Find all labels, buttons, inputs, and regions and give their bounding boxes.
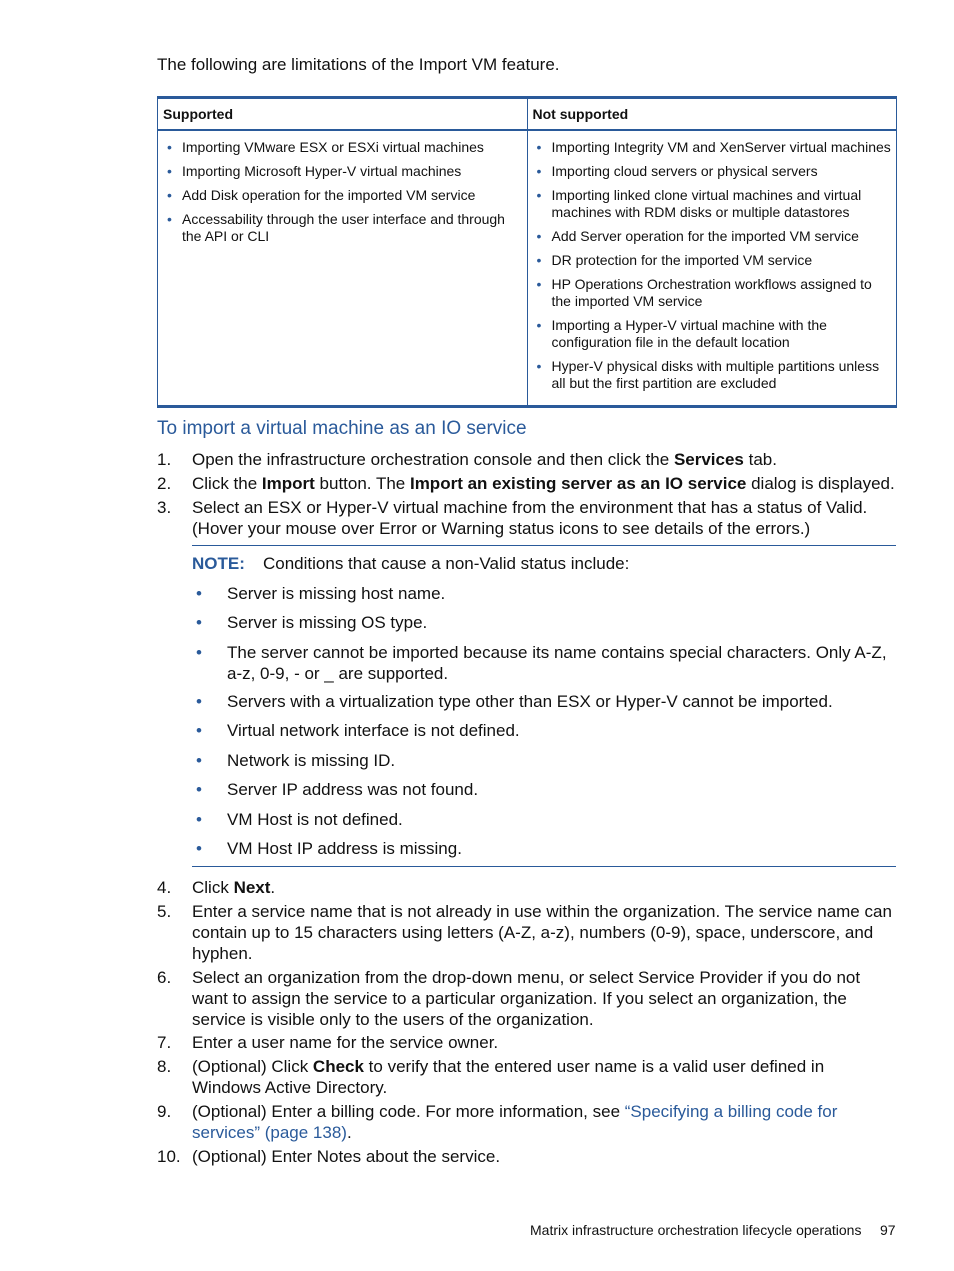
bullet-icon: • <box>196 751 202 770</box>
bullet-icon: • <box>536 358 542 374</box>
list-item: • HP Operations Orchestration workflows assigned to the imported VM service <box>536 276 872 309</box>
list-item: • Importing linked clone virtual machines and virtual machines with RDM disks or multiple datastores <box>536 187 862 220</box>
header-not-supported: Not supported <box>527 98 897 131</box>
list-item: • Add Server operation for the imported VM service <box>536 228 859 244</box>
list-item: • DR protection for the imported VM service <box>536 252 813 268</box>
header-supported: Supported <box>158 98 528 131</box>
note-label: NOTE: <box>192 554 245 573</box>
bullet-icon: • <box>536 252 542 268</box>
bullet-icon: • <box>196 780 202 799</box>
bullet-icon: • <box>536 228 542 244</box>
note-box: NOTE: Conditions that cause a non-Valid status include: • Server is missing host name. • Server is missing OS type. • The server cannot be imported because its name contains special characters. Only A-Z, a-z, 0-9, - or _ are supported. • Servers with a virtualization type other than ESX or Hyper-V cannot be imported. • Virtual network interface is not defined. • Network is missing ID. • Server IP address was not found. • VM Host is not defined. • VM Host IP address is missing. <box>192 545 896 867</box>
bullet-icon: • <box>196 584 202 603</box>
bullet-icon: • <box>167 211 172 227</box>
bullet-icon: • <box>536 139 542 155</box>
bullet-icon: • <box>167 187 172 203</box>
bullet-icon: • <box>196 839 202 858</box>
bullet-icon: • <box>536 163 542 179</box>
bullet-icon: • <box>536 187 542 203</box>
bullet-icon: • <box>196 721 202 740</box>
bullet-icon: • <box>196 613 202 632</box>
list-item: • Accessability through the user interface and through the API or CLI <box>167 211 505 244</box>
bullet-icon: • <box>196 810 202 829</box>
bullet-icon: • <box>536 276 542 292</box>
footer-text: Matrix infrastructure orchestration lifecycle operations <box>530 1222 862 1238</box>
list-item: • Importing VMware ESX or ESXi virtual machines <box>167 139 484 155</box>
section-heading: To import a virtual machine as an IO service <box>157 418 527 439</box>
billing-code-link[interactable]: “Specifying a billing code for services” (page 138) <box>192 1102 838 1142</box>
intro-text: The following are limitations of the Import VM feature. <box>157 55 560 74</box>
page-number: 97 <box>880 1222 896 1238</box>
list-item: • Importing a Hyper-V virtual machine with the configuration file in the default location <box>536 317 827 350</box>
bullet-icon: • <box>196 643 202 662</box>
bullet-icon: • <box>536 317 542 333</box>
list-item: • Hyper-V physical disks with multiple partitions unless all but the first partition are excluded <box>536 358 880 391</box>
list-item: • Importing cloud servers or physical servers <box>536 163 818 179</box>
list-item: • Importing Microsoft Hyper-V virtual machines <box>167 163 462 179</box>
list-item: • Add Disk operation for the imported VM service <box>167 187 476 203</box>
list-item: • Importing Integrity VM and XenServer virtual machines <box>536 139 891 155</box>
not-supported-cell <box>527 130 897 407</box>
bullet-icon: • <box>196 692 202 711</box>
limitations-table <box>157 96 897 408</box>
bullet-icon: • <box>167 139 172 155</box>
bullet-icon: • <box>167 163 172 179</box>
supported-cell <box>158 130 528 407</box>
note-text: Conditions that cause a non-Valid status include: <box>263 554 630 573</box>
